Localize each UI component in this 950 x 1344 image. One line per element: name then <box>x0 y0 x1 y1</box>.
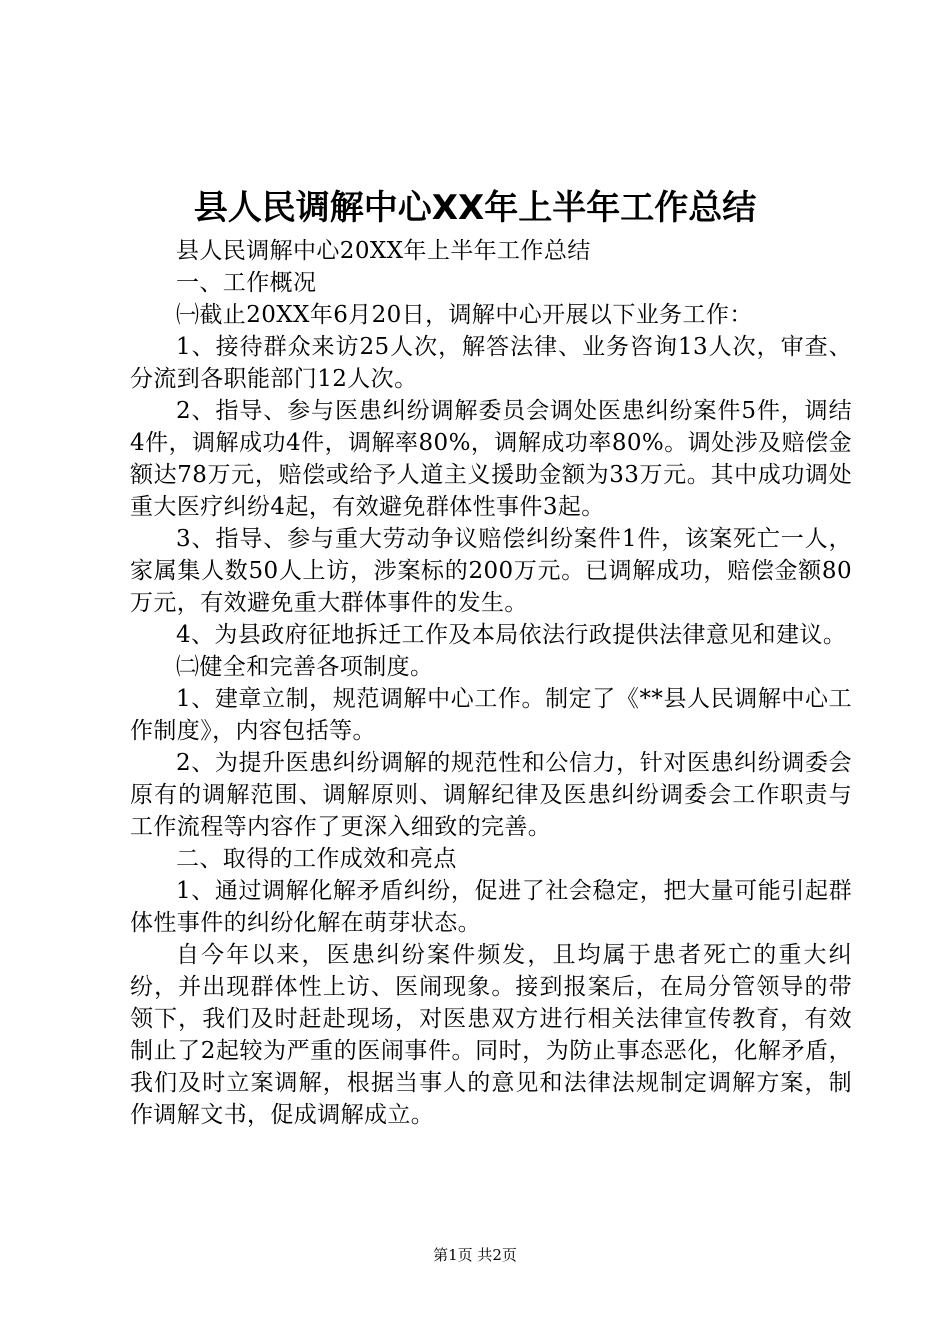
paragraph: ㈠截止20XX年6月20日，调解中心开展以下业务工作： <box>176 302 753 328</box>
page-footer: 第1页 共2页 <box>433 1246 517 1264</box>
section-heading-achievements: 二、取得的工作成效和亮点 <box>176 846 457 872</box>
paragraph: 1、建章立制，规范调解中心工作。制定了《**县人民调解中心工作制度》，内容包括等。 <box>130 686 852 744</box>
paragraph: 1、接待群众来访25人次，解答法律、业务咨询13人次，审查、分流到各职能部门12人次。 <box>130 334 852 392</box>
paragraph: 1、通过调解化解矛盾纠纷，促进了社会稳定，把大量可能引起群体性事件的纠纷化解在萌芽状态。 <box>130 878 852 936</box>
subsection-heading: ㈡健全和完善各项制度。 <box>176 654 434 680</box>
paragraph: 2、指导、参与医患纠纷调解委员会调处医患纠纷案件5件，调结4件，调解成功4件，调解率80%，调解成功率80%。调处涉及赔偿金额达78万元，赔偿或给予人道主义援助金额为33万元。其中成功调处重大医疗纠纷4起，有效避免群体性事件3起。 <box>130 398 852 520</box>
paragraph: 4、为县政府征地拆迁工作及本局依法行政提供法律意见和建议。 <box>176 622 847 648</box>
document-title: 县人民调解中心XX年上半年工作总结 <box>193 188 757 228</box>
document-body <box>130 235 852 1131</box>
paragraph-subtitle: 县人民调解中心20XX年上半年工作总结 <box>176 238 591 264</box>
paragraph: 2、为提升医患纠纷调解的规范性和公信力，针对医患纠纷调委会原有的调解范围、调解原则、调解纪律及医患纠纷调委会工作职责与工作流程等内容作了更深入细致的完善。 <box>130 750 852 840</box>
paragraph: 3、指导、参与重大劳动争议赔偿纠纷案件1件，该案死亡一人，家属集人数50人上访，涉案标的200万元。已调解成功，赔偿金额80万元，有效避免重大群体事件的发生。 <box>130 526 852 616</box>
paragraph: 自今年以来，医患纠纷案件频发，且均属于患者死亡的重大纠纷，并出现群体性上访、医闹现象。接到报案后，在局分管领导的带领下，我们及时赶赴现场，对医患双方进行相关法律宣传教育，有效制止了2起较为严重的医闹事件。同时，为防止事态恶化，化解矛盾，我们及时立案调解，根据当事人的意见和法律法规制定调解方案，制作调解文书，促成调解成立。 <box>130 942 852 1128</box>
section-heading-overview: 一、工作概况 <box>176 270 317 296</box>
